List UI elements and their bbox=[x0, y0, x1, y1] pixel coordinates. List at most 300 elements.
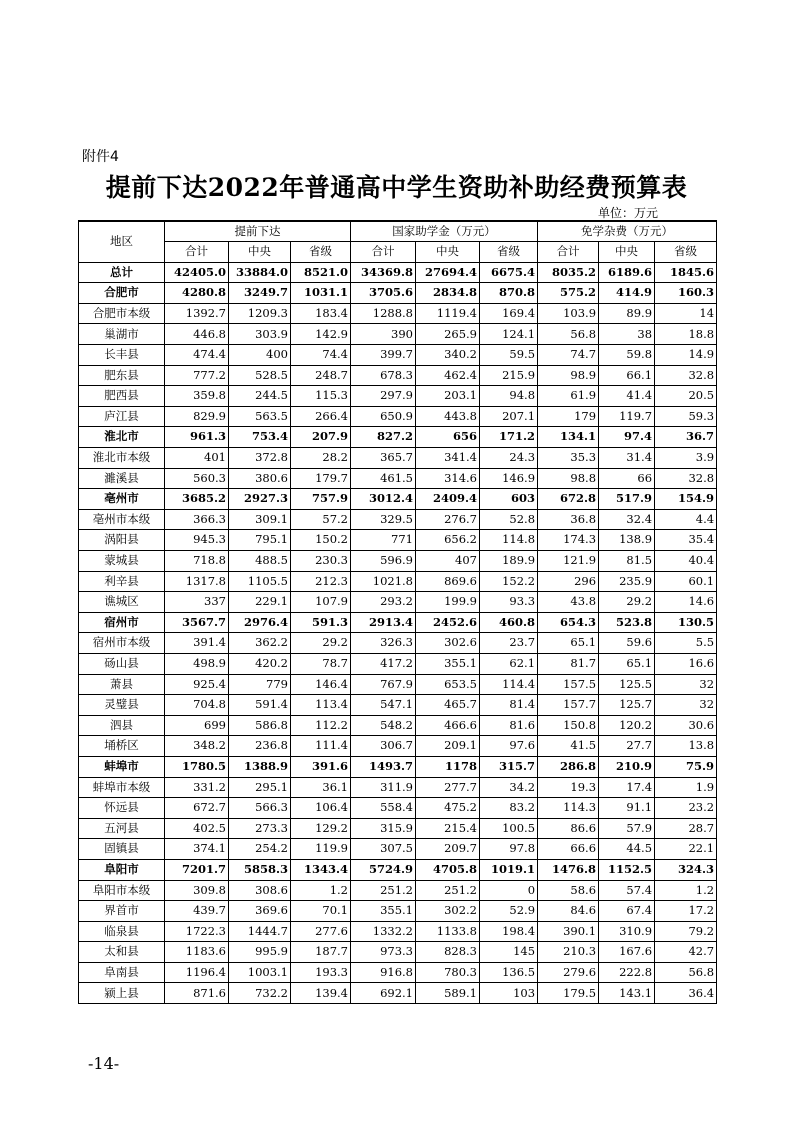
group-header: 提前下达 bbox=[165, 221, 351, 242]
value-cell: 193.3 bbox=[291, 962, 351, 983]
region-cell: 泗县 bbox=[79, 715, 165, 736]
value-cell: 57.9 bbox=[599, 818, 655, 839]
value-cell: 1178 bbox=[416, 756, 480, 777]
value-cell: 591.3 bbox=[291, 612, 351, 633]
table-row bbox=[79, 365, 717, 386]
value-cell: 1392.7 bbox=[165, 303, 229, 324]
unit-label: 单位：万元 bbox=[598, 206, 659, 220]
value-cell: 198.4 bbox=[480, 921, 538, 942]
value-cell: 19.3 bbox=[538, 777, 599, 798]
value-cell: 28.2 bbox=[291, 448, 351, 469]
value-cell: 38 bbox=[599, 324, 655, 345]
value-cell: 309.1 bbox=[229, 509, 291, 530]
value-cell: 1317.8 bbox=[165, 571, 229, 592]
table-row bbox=[79, 283, 717, 304]
value-cell: 279.6 bbox=[538, 962, 599, 983]
value-cell: 189.9 bbox=[480, 551, 538, 572]
table-row bbox=[79, 653, 717, 674]
subheader: 合计 bbox=[538, 242, 599, 263]
value-cell: 780.3 bbox=[416, 962, 480, 983]
value-cell: 870.8 bbox=[480, 283, 538, 304]
value-cell: 3685.2 bbox=[165, 489, 229, 510]
value-cell: 28.7 bbox=[655, 818, 717, 839]
value-cell: 324.3 bbox=[655, 859, 717, 880]
value-cell: 1343.4 bbox=[291, 859, 351, 880]
value-cell: 129.2 bbox=[291, 818, 351, 839]
value-cell: 30.6 bbox=[655, 715, 717, 736]
value-cell: 753.4 bbox=[229, 427, 291, 448]
value-cell: 1.2 bbox=[655, 880, 717, 901]
value-cell: 3012.4 bbox=[351, 489, 416, 510]
value-cell: 462.4 bbox=[416, 365, 480, 386]
table-row bbox=[79, 962, 717, 983]
value-cell: 6675.4 bbox=[480, 262, 538, 283]
table-row bbox=[79, 324, 717, 345]
value-cell: 1019.1 bbox=[480, 859, 538, 880]
value-cell: 40.4 bbox=[655, 551, 717, 572]
value-cell: 103 bbox=[480, 983, 538, 1004]
value-cell: 167.6 bbox=[599, 942, 655, 963]
value-cell: 3705.6 bbox=[351, 283, 416, 304]
value-cell: 115.3 bbox=[291, 386, 351, 407]
value-cell: 125.7 bbox=[599, 695, 655, 716]
value-cell: 355.1 bbox=[351, 901, 416, 922]
value-cell: 210.9 bbox=[599, 756, 655, 777]
value-cell: 2452.6 bbox=[416, 612, 480, 633]
value-cell: 1196.4 bbox=[165, 962, 229, 983]
value-cell: 154.9 bbox=[655, 489, 717, 510]
value-cell: 119.9 bbox=[291, 839, 351, 860]
table-row bbox=[79, 448, 717, 469]
value-cell: 229.1 bbox=[229, 592, 291, 613]
value-cell: 125.5 bbox=[599, 674, 655, 695]
value-cell: 391.6 bbox=[291, 756, 351, 777]
value-cell: 94.8 bbox=[480, 386, 538, 407]
table-row bbox=[79, 530, 717, 551]
value-cell: 59.3 bbox=[655, 406, 717, 427]
value-cell: 925.4 bbox=[165, 674, 229, 695]
value-cell: 341.4 bbox=[416, 448, 480, 469]
value-cell: 1.9 bbox=[655, 777, 717, 798]
value-cell: 420.2 bbox=[229, 653, 291, 674]
region-cell: 蚌埠市 bbox=[79, 756, 165, 777]
region-cell: 太和县 bbox=[79, 942, 165, 963]
value-cell: 57.2 bbox=[291, 509, 351, 530]
value-cell: 235.9 bbox=[599, 571, 655, 592]
value-cell: 98.8 bbox=[538, 468, 599, 489]
value-cell: 124.1 bbox=[480, 324, 538, 345]
value-cell: 114.3 bbox=[538, 798, 599, 819]
region-cell: 总计 bbox=[79, 262, 165, 283]
table-row bbox=[79, 592, 717, 613]
value-cell: 348.2 bbox=[165, 736, 229, 757]
value-cell: 528.5 bbox=[229, 365, 291, 386]
value-cell: 2834.8 bbox=[416, 283, 480, 304]
value-cell: 1722.3 bbox=[165, 921, 229, 942]
value-cell: 589.1 bbox=[416, 983, 480, 1004]
value-cell: 251.2 bbox=[416, 880, 480, 901]
value-cell: 460.8 bbox=[480, 612, 538, 633]
value-cell: 59.8 bbox=[599, 345, 655, 366]
table-row bbox=[79, 798, 717, 819]
value-cell: 150.8 bbox=[538, 715, 599, 736]
value-cell: 672.8 bbox=[538, 489, 599, 510]
value-cell: 97.8 bbox=[480, 839, 538, 860]
value-cell: 1133.8 bbox=[416, 921, 480, 942]
table-row bbox=[79, 880, 717, 901]
value-cell: 17.2 bbox=[655, 901, 717, 922]
value-cell: 297.9 bbox=[351, 386, 416, 407]
value-cell: 372.8 bbox=[229, 448, 291, 469]
value-cell: 32.4 bbox=[599, 509, 655, 530]
subheader: 省级 bbox=[655, 242, 717, 263]
value-cell: 32 bbox=[655, 695, 717, 716]
value-cell: 8521.0 bbox=[291, 262, 351, 283]
value-cell: 107.9 bbox=[291, 592, 351, 613]
value-cell: 678.3 bbox=[351, 365, 416, 386]
value-cell: 391.4 bbox=[165, 633, 229, 654]
value-cell: 70.1 bbox=[291, 901, 351, 922]
value-cell: 1119.4 bbox=[416, 303, 480, 324]
value-cell: 212.3 bbox=[291, 571, 351, 592]
value-cell: 121.9 bbox=[538, 551, 599, 572]
value-cell: 443.8 bbox=[416, 406, 480, 427]
value-cell: 74.4 bbox=[291, 345, 351, 366]
value-cell: 4.4 bbox=[655, 509, 717, 530]
subheader: 中央 bbox=[599, 242, 655, 263]
attachment-label: 附件4 bbox=[82, 149, 119, 165]
value-cell: 276.7 bbox=[416, 509, 480, 530]
value-cell: 31.4 bbox=[599, 448, 655, 469]
value-cell: 17.4 bbox=[599, 777, 655, 798]
value-cell: 402.5 bbox=[165, 818, 229, 839]
value-cell: 699 bbox=[165, 715, 229, 736]
value-cell: 315.7 bbox=[480, 756, 538, 777]
table-row bbox=[79, 633, 717, 654]
document-title: 提前下达2022年普通高中学生资助补助经费预算表 bbox=[105, 173, 688, 202]
value-cell: 277.7 bbox=[416, 777, 480, 798]
table-row bbox=[79, 695, 717, 716]
region-cell: 阜阳市本级 bbox=[79, 880, 165, 901]
region-cell: 界首市 bbox=[79, 901, 165, 922]
value-cell: 97.6 bbox=[480, 736, 538, 757]
value-cell: 42.7 bbox=[655, 942, 717, 963]
value-cell: 97.4 bbox=[599, 427, 655, 448]
table-row bbox=[79, 859, 717, 880]
value-cell: 5724.9 bbox=[351, 859, 416, 880]
region-cell: 临泉县 bbox=[79, 921, 165, 942]
value-cell: 547.1 bbox=[351, 695, 416, 716]
value-cell: 548.2 bbox=[351, 715, 416, 736]
value-cell: 558.4 bbox=[351, 798, 416, 819]
value-cell: 945.3 bbox=[165, 530, 229, 551]
value-cell: 174.3 bbox=[538, 530, 599, 551]
value-cell: 757.9 bbox=[291, 489, 351, 510]
region-cell: 萧县 bbox=[79, 674, 165, 695]
value-cell: 236.8 bbox=[229, 736, 291, 757]
value-cell: 52.8 bbox=[480, 509, 538, 530]
value-cell: 337 bbox=[165, 592, 229, 613]
value-cell: 93.3 bbox=[480, 592, 538, 613]
value-cell: 829.9 bbox=[165, 406, 229, 427]
value-cell: 1003.1 bbox=[229, 962, 291, 983]
value-cell: 62.1 bbox=[480, 653, 538, 674]
value-cell: 311.9 bbox=[351, 777, 416, 798]
value-cell: 308.6 bbox=[229, 880, 291, 901]
region-cell: 谯城区 bbox=[79, 592, 165, 613]
value-cell: 179.7 bbox=[291, 468, 351, 489]
value-cell: 1209.3 bbox=[229, 303, 291, 324]
value-cell: 215.9 bbox=[480, 365, 538, 386]
value-cell: 718.8 bbox=[165, 551, 229, 572]
region-cell: 亳州市 bbox=[79, 489, 165, 510]
value-cell: 41.4 bbox=[599, 386, 655, 407]
value-cell: 315.9 bbox=[351, 818, 416, 839]
table-row bbox=[79, 489, 717, 510]
value-cell: 103.9 bbox=[538, 303, 599, 324]
value-cell: 973.3 bbox=[351, 942, 416, 963]
value-cell: 146.9 bbox=[480, 468, 538, 489]
value-cell: 210.3 bbox=[538, 942, 599, 963]
value-cell: 207.1 bbox=[480, 406, 538, 427]
value-cell: 244.5 bbox=[229, 386, 291, 407]
value-cell: 36.4 bbox=[655, 983, 717, 1004]
value-cell: 277.6 bbox=[291, 921, 351, 942]
value-cell: 498.9 bbox=[165, 653, 229, 674]
value-cell: 59.5 bbox=[480, 345, 538, 366]
value-cell: 78.7 bbox=[291, 653, 351, 674]
table-row bbox=[79, 262, 717, 283]
value-cell: 0 bbox=[480, 880, 538, 901]
value-cell: 586.8 bbox=[229, 715, 291, 736]
value-cell: 296 bbox=[538, 571, 599, 592]
value-cell: 4705.8 bbox=[416, 859, 480, 880]
value-cell: 474.4 bbox=[165, 345, 229, 366]
region-cell: 淮北市 bbox=[79, 427, 165, 448]
value-cell: 704.8 bbox=[165, 695, 229, 716]
region-cell: 阜南县 bbox=[79, 962, 165, 983]
value-cell: 145 bbox=[480, 942, 538, 963]
value-cell: 916.8 bbox=[351, 962, 416, 983]
table-row bbox=[79, 345, 717, 366]
value-cell: 61.9 bbox=[538, 386, 599, 407]
region-cell: 砀山县 bbox=[79, 653, 165, 674]
value-cell: 44.5 bbox=[599, 839, 655, 860]
value-cell: 340.2 bbox=[416, 345, 480, 366]
value-cell: 1183.6 bbox=[165, 942, 229, 963]
value-cell: 374.1 bbox=[165, 839, 229, 860]
value-cell: 399.7 bbox=[351, 345, 416, 366]
value-cell: 142.9 bbox=[291, 324, 351, 345]
value-cell: 310.9 bbox=[599, 921, 655, 942]
value-cell: 656 bbox=[416, 427, 480, 448]
value-cell: 827.2 bbox=[351, 427, 416, 448]
value-cell: 995.9 bbox=[229, 942, 291, 963]
value-cell: 34369.8 bbox=[351, 262, 416, 283]
table-row bbox=[79, 839, 717, 860]
value-cell: 67.4 bbox=[599, 901, 655, 922]
value-cell: 215.4 bbox=[416, 818, 480, 839]
value-cell: 417.2 bbox=[351, 653, 416, 674]
value-cell: 517.9 bbox=[599, 489, 655, 510]
region-cell: 灵璧县 bbox=[79, 695, 165, 716]
value-cell: 136.5 bbox=[480, 962, 538, 983]
value-cell: 560.3 bbox=[165, 468, 229, 489]
value-cell: 3567.7 bbox=[165, 612, 229, 633]
value-cell: 1780.5 bbox=[165, 756, 229, 777]
value-cell: 380.6 bbox=[229, 468, 291, 489]
value-cell: 961.3 bbox=[165, 427, 229, 448]
value-cell: 5.5 bbox=[655, 633, 717, 654]
value-cell: 575.2 bbox=[538, 283, 599, 304]
table-row bbox=[79, 777, 717, 798]
region-cell: 阜阳市 bbox=[79, 859, 165, 880]
value-cell: 230.3 bbox=[291, 551, 351, 572]
value-cell: 390 bbox=[351, 324, 416, 345]
table-row bbox=[79, 901, 717, 922]
value-cell: 23.2 bbox=[655, 798, 717, 819]
value-cell: 36.8 bbox=[538, 509, 599, 530]
table-row bbox=[79, 612, 717, 633]
value-cell: 1388.9 bbox=[229, 756, 291, 777]
value-cell: 307.5 bbox=[351, 839, 416, 860]
value-cell: 106.4 bbox=[291, 798, 351, 819]
value-cell: 400 bbox=[229, 345, 291, 366]
value-cell: 23.7 bbox=[480, 633, 538, 654]
value-cell: 139.4 bbox=[291, 983, 351, 1004]
value-cell: 187.7 bbox=[291, 942, 351, 963]
value-cell: 14.6 bbox=[655, 592, 717, 613]
value-cell: 466.6 bbox=[416, 715, 480, 736]
region-cell: 庐江县 bbox=[79, 406, 165, 427]
value-cell: 18.8 bbox=[655, 324, 717, 345]
value-cell: 326.3 bbox=[351, 633, 416, 654]
value-cell: 286.8 bbox=[538, 756, 599, 777]
value-cell: 89.9 bbox=[599, 303, 655, 324]
value-cell: 366.3 bbox=[165, 509, 229, 530]
table-body bbox=[79, 262, 717, 1003]
subheader: 中央 bbox=[229, 242, 291, 263]
value-cell: 1476.8 bbox=[538, 859, 599, 880]
table-row bbox=[79, 921, 717, 942]
value-cell: 179 bbox=[538, 406, 599, 427]
value-cell: 16.6 bbox=[655, 653, 717, 674]
value-cell: 303.9 bbox=[229, 324, 291, 345]
region-cell: 利辛县 bbox=[79, 571, 165, 592]
value-cell: 767.9 bbox=[351, 674, 416, 695]
value-cell: 86.6 bbox=[538, 818, 599, 839]
value-cell: 266.4 bbox=[291, 406, 351, 427]
value-cell: 27694.4 bbox=[416, 262, 480, 283]
value-cell: 309.8 bbox=[165, 880, 229, 901]
value-cell: 119.7 bbox=[599, 406, 655, 427]
region-cell: 合肥市 bbox=[79, 283, 165, 304]
value-cell: 120.2 bbox=[599, 715, 655, 736]
value-cell: 32 bbox=[655, 674, 717, 695]
region-cell: 肥西县 bbox=[79, 386, 165, 407]
value-cell: 114.4 bbox=[480, 674, 538, 695]
value-cell: 407 bbox=[416, 551, 480, 572]
value-cell: 446.8 bbox=[165, 324, 229, 345]
value-cell: 6189.6 bbox=[599, 262, 655, 283]
value-cell: 2409.4 bbox=[416, 489, 480, 510]
value-cell: 293.2 bbox=[351, 592, 416, 613]
value-cell: 2927.3 bbox=[229, 489, 291, 510]
value-cell: 475.2 bbox=[416, 798, 480, 819]
group-header: 国家助学金（万元） bbox=[351, 221, 538, 242]
value-cell: 3.9 bbox=[655, 448, 717, 469]
table-row bbox=[79, 303, 717, 324]
value-cell: 57.4 bbox=[599, 880, 655, 901]
value-cell: 1332.2 bbox=[351, 921, 416, 942]
table-row bbox=[79, 983, 717, 1004]
value-cell: 465.7 bbox=[416, 695, 480, 716]
value-cell: 306.7 bbox=[351, 736, 416, 757]
budget-table bbox=[78, 220, 717, 1004]
value-cell: 523.8 bbox=[599, 612, 655, 633]
value-cell: 84.6 bbox=[538, 901, 599, 922]
value-cell: 65.1 bbox=[538, 633, 599, 654]
value-cell: 654.3 bbox=[538, 612, 599, 633]
value-cell: 8035.2 bbox=[538, 262, 599, 283]
value-cell: 157.5 bbox=[538, 674, 599, 695]
value-cell: 20.5 bbox=[655, 386, 717, 407]
value-cell: 7201.7 bbox=[165, 859, 229, 880]
region-cell: 巢湖市 bbox=[79, 324, 165, 345]
value-cell: 209.1 bbox=[416, 736, 480, 757]
value-cell: 36.7 bbox=[655, 427, 717, 448]
subheader: 中央 bbox=[416, 242, 480, 263]
value-cell: 207.9 bbox=[291, 427, 351, 448]
region-header: 地区 bbox=[79, 221, 165, 262]
region-cell: 涡阳县 bbox=[79, 530, 165, 551]
value-cell: 66.1 bbox=[599, 365, 655, 386]
value-cell: 331.2 bbox=[165, 777, 229, 798]
value-cell: 152.2 bbox=[480, 571, 538, 592]
region-cell: 亳州市本级 bbox=[79, 509, 165, 530]
value-cell: 1031.1 bbox=[291, 283, 351, 304]
value-cell: 59.6 bbox=[599, 633, 655, 654]
value-cell: 150.2 bbox=[291, 530, 351, 551]
subheader: 合计 bbox=[165, 242, 229, 263]
value-cell: 66 bbox=[599, 468, 655, 489]
value-cell: 199.9 bbox=[416, 592, 480, 613]
value-cell: 14 bbox=[655, 303, 717, 324]
value-cell: 1288.8 bbox=[351, 303, 416, 324]
value-cell: 27.7 bbox=[599, 736, 655, 757]
table-row bbox=[79, 818, 717, 839]
value-cell: 653.5 bbox=[416, 674, 480, 695]
table-row bbox=[79, 756, 717, 777]
table-row bbox=[79, 406, 717, 427]
value-cell: 390.1 bbox=[538, 921, 599, 942]
value-cell: 56.8 bbox=[538, 324, 599, 345]
region-cell: 淮北市本级 bbox=[79, 448, 165, 469]
table-row bbox=[79, 386, 717, 407]
value-cell: 650.9 bbox=[351, 406, 416, 427]
value-cell: 134.1 bbox=[538, 427, 599, 448]
value-cell: 35.4 bbox=[655, 530, 717, 551]
value-cell: 32.8 bbox=[655, 468, 717, 489]
value-cell: 5858.3 bbox=[229, 859, 291, 880]
value-cell: 779 bbox=[229, 674, 291, 695]
region-cell: 宿州市 bbox=[79, 612, 165, 633]
value-cell: 100.5 bbox=[480, 818, 538, 839]
value-cell: 34.2 bbox=[480, 777, 538, 798]
value-cell: 66.6 bbox=[538, 839, 599, 860]
value-cell: 591.4 bbox=[229, 695, 291, 716]
value-cell: 58.6 bbox=[538, 880, 599, 901]
